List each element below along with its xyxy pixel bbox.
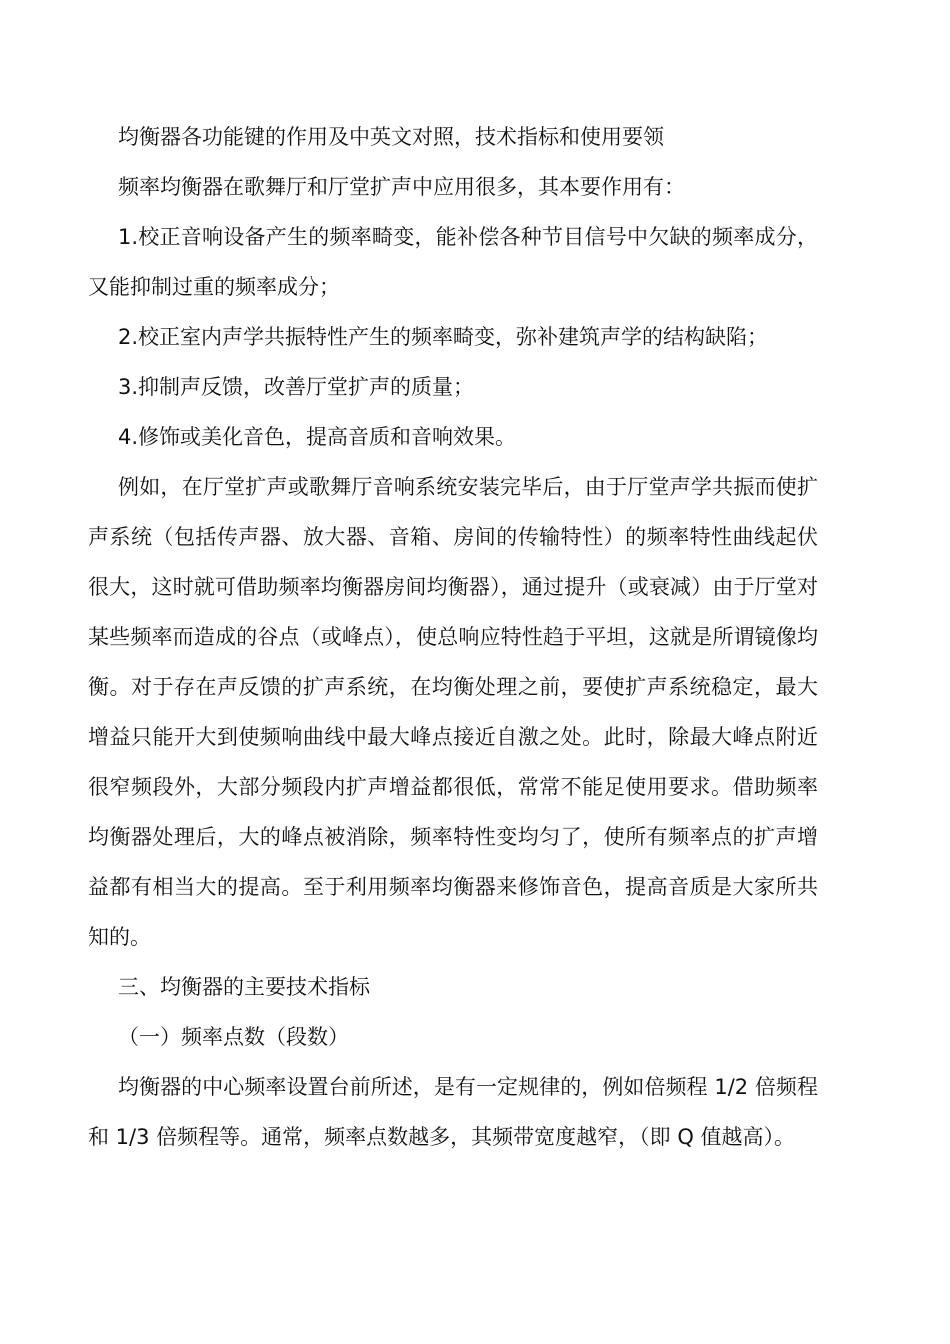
list-item: 4.修饰或美化音色，提高音质和音响效果。 — [118, 425, 517, 449]
subsection-heading: （一）频率点数（段数） — [118, 1025, 349, 1049]
section-heading: 三、均衡器的主要技术指标 — [118, 975, 370, 999]
list-item: 1.校正音响设备产生的频率畸变，能补偿各种节目信号中欠缺的频率成分，又能抑制过重的频率成分； — [88, 225, 818, 299]
document-body — [88, 112, 818, 1162]
document-title: 均衡器各功能键的作用及中英文对照，技术指标和使用要领 — [118, 125, 664, 149]
example-paragraph: 例如，在厅堂扩声或歌舞厅音响系统安装完毕后，由于厅堂声学共振而使扩声系统（包括传声器、放大器、音箱、房间的传输特性）的频率特性曲线起伏很大，这时就可借助频率均衡器房间均衡器），通过提升（或衰减）由于厅堂对某些频率而造成的谷点（或峰点），使总响应特性趋于平坦，这就是所谓镜像均衡。对于存在声反馈的扩声系统，在均衡处理之前，要使扩声系统稳定，最大增益只能开大到使频响曲线中最大峰点接近自激之处。此时，除最大峰点附近很窄频段外，大部分频段内扩声增益都很低，常常不能足使用要求。借助频率均衡器处理后，大的峰点被消除，频率特性变均匀了，使所有频率点的扩声增益都有相当大的提高。至于利用频率均衡器来修饰音色，提高音质是大家所共知的。 — [88, 475, 818, 949]
subsection-paragraph: 均衡器的中心频率设置台前所述，是有一定规律的，例如倍频程 1/2 倍频程和 1/3 倍频程等。通常，频率点数越多，其频带宽度越窄，（即 Q 值越高）。 — [88, 1075, 818, 1149]
list-item: 2.校正室内声学共振特性产生的频率畸变，弥补建筑声学的结构缺陷； — [118, 325, 769, 349]
list-item: 3.抑制声反馈，改善厅堂扩声的质量； — [118, 375, 475, 399]
intro-paragraph: 频率均衡器在歌舞厅和厅堂扩声中应用很多，其本要作用有： — [118, 175, 685, 199]
